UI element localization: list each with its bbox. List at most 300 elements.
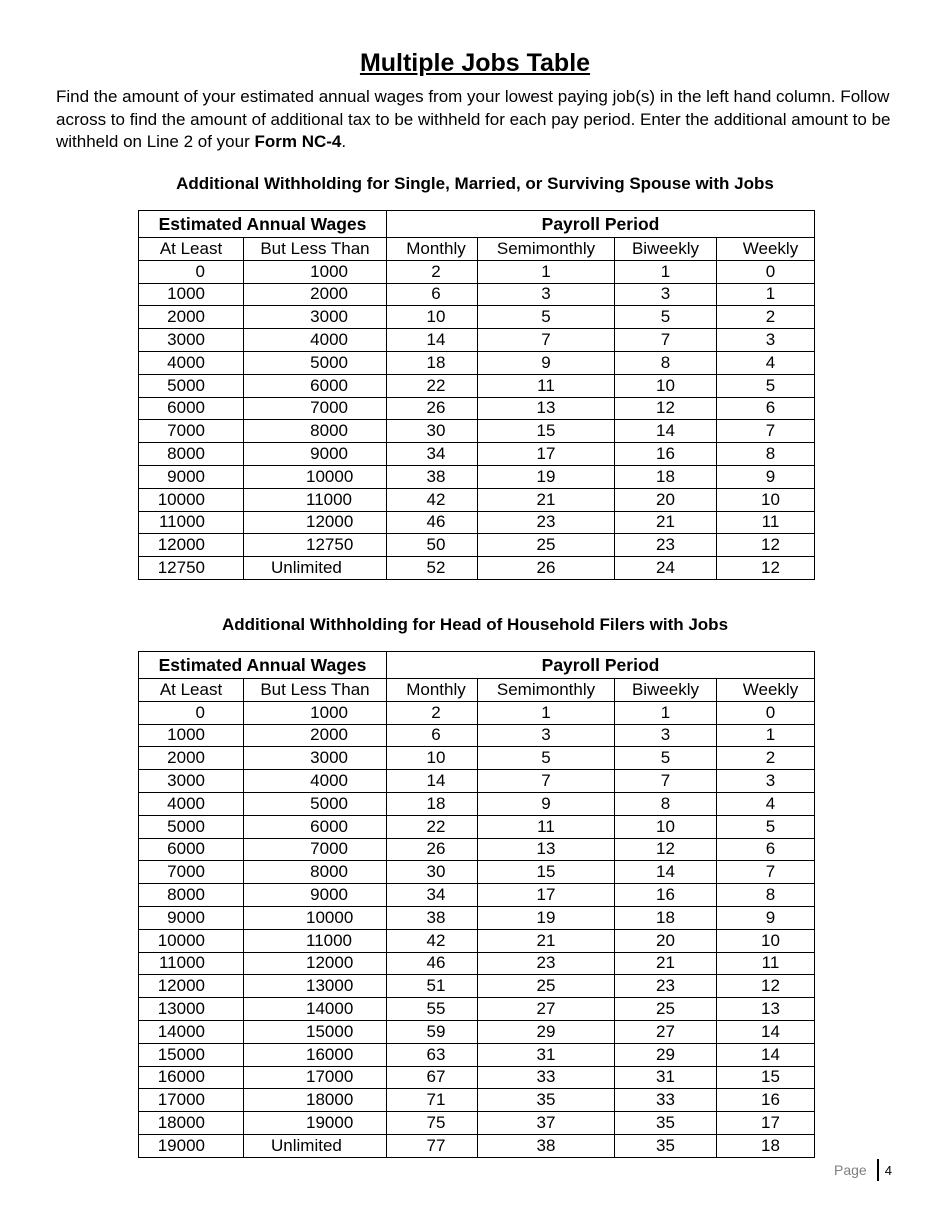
at-least-cell [139, 747, 244, 770]
table1-body [139, 260, 815, 579]
table-row [139, 1020, 815, 1043]
at-least-cell-value: 8000 [167, 885, 205, 905]
at-least-cell-value: 8000 [167, 444, 205, 464]
monthly-cell: 18 [387, 792, 478, 815]
at-least-cell-value: 2000 [167, 307, 205, 327]
but-less-than-cell [244, 861, 387, 884]
monthly-cell: 6 [387, 724, 478, 747]
biweekly-cell: 20 [615, 488, 717, 511]
biweekly-cell: 10 [615, 374, 717, 397]
at-least-cell [139, 929, 244, 952]
column-header: But Less Than [244, 679, 387, 702]
weekly-cell: 2 [717, 306, 815, 329]
monthly-cell: 34 [387, 884, 478, 907]
at-least-cell [139, 906, 244, 929]
biweekly-cell: 14 [615, 420, 717, 443]
weekly-cell: 5 [717, 815, 815, 838]
biweekly-cell: 16 [615, 884, 717, 907]
but-less-than-cell [244, 511, 387, 534]
column-header: At Least [139, 679, 244, 702]
semimonthly-cell: 5 [478, 747, 615, 770]
monthly-cell: 26 [387, 838, 478, 861]
but-less-than-cell [244, 557, 387, 580]
but-less-than-cell-value: 2000 [310, 725, 348, 745]
biweekly-cell: 31 [615, 1066, 717, 1089]
monthly-cell: 55 [387, 998, 478, 1021]
monthly-cell: 6 [387, 283, 478, 306]
weekly-cell: 8 [717, 884, 815, 907]
page-title: Multiple Jobs Table [359, 49, 591, 77]
but-less-than-cell-value: 11000 [306, 489, 353, 509]
semimonthly-cell: 25 [478, 534, 615, 557]
semimonthly-cell: 15 [478, 420, 615, 443]
biweekly-cell: 21 [615, 511, 717, 534]
monthly-cell: 42 [387, 488, 478, 511]
monthly-cell: 59 [387, 1020, 478, 1043]
weekly-cell: 14 [717, 1020, 815, 1043]
but-less-than-cell [244, 1134, 387, 1157]
table2-caption: Additional Withholding for Head of Household Filers with Jobs [221, 615, 729, 634]
biweekly-cell: 14 [615, 861, 717, 884]
biweekly-cell: 1 [615, 260, 717, 283]
at-least-cell [139, 1043, 244, 1066]
semimonthly-cell: 19 [478, 906, 615, 929]
but-less-than-cell [244, 701, 387, 724]
biweekly-cell: 23 [615, 534, 717, 557]
at-least-cell-value: 1000 [167, 725, 205, 745]
but-less-than-cell [244, 906, 387, 929]
but-less-than-cell [244, 815, 387, 838]
biweekly-cell: 24 [615, 557, 717, 580]
table-row [139, 792, 815, 815]
weekly-cell: 15 [717, 1066, 815, 1089]
but-less-than-cell-value: 8000 [310, 862, 348, 882]
table1-caption: Additional Withholding for Single, Married, or Surviving Spouse with Jobs [176, 174, 774, 193]
monthly-cell: 50 [387, 534, 478, 557]
but-less-than-cell-value: 14000 [306, 999, 354, 1019]
table-row [139, 701, 815, 724]
weekly-cell: 18 [717, 1134, 815, 1157]
form-reference: Form NC-4 [254, 132, 342, 151]
but-less-than-cell-value: 9000 [310, 444, 348, 464]
weekly-cell: 12 [717, 534, 815, 557]
monthly-cell: 2 [387, 260, 478, 283]
at-least-cell [139, 792, 244, 815]
at-least-cell [139, 861, 244, 884]
semimonthly-cell: 11 [478, 815, 615, 838]
table-row [139, 770, 815, 793]
at-least-cell-value: 14000 [157, 1021, 205, 1041]
semimonthly-cell: 33 [478, 1066, 615, 1089]
but-less-than-cell-value: 6000 [310, 816, 348, 836]
estimated-wages-header: Estimated Annual Wages [139, 211, 387, 238]
semimonthly-cell: 15 [478, 861, 615, 884]
payroll-period-header: Payroll Period [387, 652, 815, 679]
semimonthly-cell: 23 [478, 952, 615, 975]
weekly-cell: 6 [717, 838, 815, 861]
at-least-cell-value: 9000 [167, 907, 205, 927]
at-least-cell [139, 557, 244, 580]
but-less-than-cell-value: 13000 [306, 976, 354, 996]
monthly-cell: 14 [387, 770, 478, 793]
table-row [139, 329, 815, 352]
weekly-cell: 12 [717, 557, 815, 580]
table-row [139, 420, 815, 443]
monthly-cell: 10 [387, 747, 478, 770]
at-least-cell [139, 374, 244, 397]
table-row [139, 488, 815, 511]
weekly-cell: 6 [717, 397, 815, 420]
semimonthly-cell: 7 [478, 329, 615, 352]
biweekly-cell: 35 [615, 1112, 717, 1135]
biweekly-cell: 18 [615, 465, 717, 488]
at-least-cell-value: 5000 [167, 816, 205, 836]
table-row [139, 1112, 815, 1135]
table-row [139, 306, 815, 329]
at-least-cell [139, 952, 244, 975]
but-less-than-cell-value: 8000 [310, 421, 348, 441]
column-header: Semimonthly [478, 238, 615, 261]
biweekly-cell: 16 [615, 443, 717, 466]
monthly-cell: 52 [387, 557, 478, 580]
weekly-cell: 4 [717, 792, 815, 815]
monthly-cell: 75 [387, 1112, 478, 1135]
but-less-than-cell [244, 443, 387, 466]
weekly-cell: 0 [717, 701, 815, 724]
monthly-cell: 22 [387, 374, 478, 397]
head-of-household-withholding-table [138, 651, 815, 1158]
at-least-cell [139, 1134, 244, 1157]
biweekly-cell: 8 [615, 351, 717, 374]
semimonthly-cell: 7 [478, 770, 615, 793]
single-married-withholding-table [138, 210, 815, 580]
biweekly-cell: 8 [615, 792, 717, 815]
at-least-cell [139, 815, 244, 838]
at-least-cell [139, 724, 244, 747]
weekly-cell: 11 [717, 511, 815, 534]
weekly-cell: 17 [717, 1112, 815, 1135]
at-least-cell-value: 19000 [157, 1135, 205, 1155]
semimonthly-cell: 35 [478, 1089, 615, 1112]
monthly-cell: 42 [387, 929, 478, 952]
weekly-cell: 4 [717, 351, 815, 374]
weekly-cell: 10 [717, 488, 815, 511]
instructions-paragraph [56, 86, 906, 154]
but-less-than-cell-value: 9000 [310, 885, 348, 905]
weekly-cell: 9 [717, 465, 815, 488]
monthly-cell: 2 [387, 701, 478, 724]
weekly-cell: 1 [717, 724, 815, 747]
table-row [139, 397, 815, 420]
biweekly-cell: 3 [615, 724, 717, 747]
at-least-cell-value: 12750 [157, 558, 205, 578]
table-row [139, 557, 815, 580]
but-less-than-cell-value: 1000 [310, 702, 348, 722]
weekly-cell: 12 [717, 975, 815, 998]
but-less-than-cell-value: 16000 [306, 1044, 354, 1064]
at-least-cell [139, 351, 244, 374]
at-least-cell [139, 770, 244, 793]
biweekly-cell: 1 [615, 701, 717, 724]
at-least-cell-value: 5000 [167, 375, 205, 395]
column-header: Weekly [717, 679, 815, 702]
but-less-than-cell-value: 17000 [306, 1067, 354, 1087]
table-row [139, 283, 815, 306]
table-row [139, 998, 815, 1021]
at-least-cell [139, 283, 244, 306]
column-header: Monthly [387, 679, 478, 702]
but-less-than-cell [244, 929, 387, 952]
column-header: Biweekly [615, 238, 717, 261]
table-row [139, 1043, 815, 1066]
at-least-cell-value: 11000 [158, 512, 205, 532]
but-less-than-cell-value: 18000 [306, 1090, 354, 1110]
semimonthly-cell: 11 [478, 374, 615, 397]
weekly-cell: 3 [717, 770, 815, 793]
table-row [139, 511, 815, 534]
semimonthly-cell: 13 [478, 838, 615, 861]
but-less-than-cell-value: 11000 [306, 930, 353, 950]
table-row [139, 929, 815, 952]
at-least-cell-value: 12000 [157, 535, 205, 555]
at-least-cell-value: 15000 [157, 1044, 205, 1064]
at-least-cell [139, 884, 244, 907]
at-least-cell-value: 16000 [157, 1067, 205, 1087]
but-less-than-cell-value: 5000 [310, 352, 348, 372]
weekly-cell: 7 [717, 420, 815, 443]
table-row [139, 724, 815, 747]
semimonthly-cell: 1 [478, 701, 615, 724]
but-less-than-cell-value: 12750 [306, 535, 354, 555]
but-less-than-cell [244, 306, 387, 329]
but-less-than-cell [244, 1112, 387, 1135]
weekly-cell: 11 [717, 952, 815, 975]
at-least-cell-value: 11000 [158, 953, 205, 973]
column-header: Weekly [717, 238, 815, 261]
at-least-cell [139, 329, 244, 352]
page-number: 4 [884, 1162, 892, 1178]
instructions-text: Find the amount of your estimated annual wages from your lowest paying job(s) in the left hand column. Follow across to find the amount of additional tax to be withheld for each pay period. Enter the additional amount to be withheld on Line 2 of your [56, 87, 891, 151]
semimonthly-cell: 1 [478, 260, 615, 283]
biweekly-cell: 29 [615, 1043, 717, 1066]
at-least-cell [139, 1112, 244, 1135]
but-less-than-cell [244, 420, 387, 443]
at-least-cell [139, 1089, 244, 1112]
at-least-cell [139, 397, 244, 420]
footer-divider [877, 1159, 879, 1181]
semimonthly-cell: 37 [478, 1112, 615, 1135]
at-least-cell-value: 4000 [167, 352, 205, 372]
at-least-cell [139, 306, 244, 329]
semimonthly-cell: 23 [478, 511, 615, 534]
at-least-cell [139, 1020, 244, 1043]
column-header: Monthly [387, 238, 478, 261]
biweekly-cell: 21 [615, 952, 717, 975]
but-less-than-cell-value: 10000 [306, 466, 354, 486]
at-least-cell-value: 4000 [167, 793, 205, 813]
but-less-than-cell [244, 465, 387, 488]
but-less-than-cell [244, 724, 387, 747]
biweekly-cell: 7 [615, 770, 717, 793]
but-less-than-cell [244, 838, 387, 861]
at-least-cell [139, 975, 244, 998]
but-less-than-cell [244, 1089, 387, 1112]
weekly-cell: 7 [717, 861, 815, 884]
at-least-cell-value: 6000 [167, 839, 205, 859]
but-less-than-cell-value: 4000 [310, 330, 348, 350]
semimonthly-cell: 17 [478, 884, 615, 907]
at-least-cell-value: 2000 [167, 748, 205, 768]
but-less-than-cell [244, 1020, 387, 1043]
table2-body [139, 701, 815, 1157]
semimonthly-cell: 19 [478, 465, 615, 488]
but-less-than-cell [244, 792, 387, 815]
weekly-cell: 3 [717, 329, 815, 352]
at-least-cell [139, 511, 244, 534]
monthly-cell: 71 [387, 1089, 478, 1112]
monthly-cell: 30 [387, 420, 478, 443]
table-row [139, 351, 815, 374]
at-least-cell [139, 260, 244, 283]
monthly-cell: 22 [387, 815, 478, 838]
but-less-than-cell-value: 12000 [306, 953, 354, 973]
semimonthly-cell: 21 [478, 929, 615, 952]
at-least-cell-value: 10000 [157, 489, 205, 509]
table-row [139, 975, 815, 998]
table-row [139, 884, 815, 907]
weekly-cell: 5 [717, 374, 815, 397]
biweekly-cell: 5 [615, 306, 717, 329]
weekly-cell: 1 [717, 283, 815, 306]
but-less-than-cell [244, 1043, 387, 1066]
at-least-cell-value: 10000 [157, 930, 205, 950]
but-less-than-cell-value: Unlimited [271, 1135, 342, 1155]
biweekly-cell: 33 [615, 1089, 717, 1112]
at-least-cell-value: 0 [195, 702, 205, 722]
at-least-cell-value: 7000 [167, 862, 205, 882]
table-row [139, 1066, 815, 1089]
semimonthly-cell: 38 [478, 1134, 615, 1157]
but-less-than-cell [244, 770, 387, 793]
semimonthly-cell: 31 [478, 1043, 615, 1066]
but-less-than-cell-value: 7000 [310, 839, 348, 859]
but-less-than-cell-value: 10000 [306, 907, 354, 927]
weekly-cell: 16 [717, 1089, 815, 1112]
at-least-cell [139, 1066, 244, 1089]
table-row [139, 1134, 815, 1157]
semimonthly-cell: 9 [478, 351, 615, 374]
at-least-cell-value: 13000 [157, 999, 205, 1019]
monthly-cell: 34 [387, 443, 478, 466]
monthly-cell: 30 [387, 861, 478, 884]
weekly-cell: 9 [717, 906, 815, 929]
biweekly-cell: 18 [615, 906, 717, 929]
biweekly-cell: 35 [615, 1134, 717, 1157]
at-least-cell-value: 9000 [167, 466, 205, 486]
semimonthly-cell: 3 [478, 724, 615, 747]
table-row [139, 906, 815, 929]
page-footer [834, 1159, 892, 1181]
monthly-cell: 18 [387, 351, 478, 374]
at-least-cell-value: 1000 [167, 284, 205, 304]
at-least-cell [139, 998, 244, 1021]
table-row [139, 465, 815, 488]
table-row [139, 838, 815, 861]
column-header: But Less Than [244, 238, 387, 261]
semimonthly-cell: 29 [478, 1020, 615, 1043]
monthly-cell: 10 [387, 306, 478, 329]
page-label: Page [834, 1162, 867, 1178]
but-less-than-cell-value: 4000 [310, 771, 348, 791]
semimonthly-cell: 9 [478, 792, 615, 815]
weekly-cell: 2 [717, 747, 815, 770]
biweekly-cell: 12 [615, 838, 717, 861]
table-row [139, 374, 815, 397]
at-least-cell-value: 7000 [167, 421, 205, 441]
at-least-cell [139, 443, 244, 466]
weekly-cell: 14 [717, 1043, 815, 1066]
biweekly-cell: 23 [615, 975, 717, 998]
but-less-than-cell [244, 329, 387, 352]
weekly-cell: 0 [717, 260, 815, 283]
but-less-than-cell-value: 1000 [310, 261, 348, 281]
semimonthly-cell: 21 [478, 488, 615, 511]
semimonthly-cell: 17 [478, 443, 615, 466]
biweekly-cell: 25 [615, 998, 717, 1021]
at-least-cell-value: 6000 [167, 398, 205, 418]
instructions-end: . [341, 132, 347, 151]
table-row [139, 443, 815, 466]
but-less-than-cell-value: 5000 [310, 793, 348, 813]
weekly-cell: 8 [717, 443, 815, 466]
at-least-cell [139, 838, 244, 861]
but-less-than-cell-value: 19000 [306, 1113, 354, 1133]
monthly-cell: 38 [387, 906, 478, 929]
biweekly-cell: 27 [615, 1020, 717, 1043]
monthly-cell: 46 [387, 952, 478, 975]
semimonthly-cell: 26 [478, 557, 615, 580]
at-least-cell [139, 534, 244, 557]
monthly-cell: 63 [387, 1043, 478, 1066]
but-less-than-cell [244, 952, 387, 975]
table-row [139, 747, 815, 770]
at-least-cell-value: 3000 [167, 330, 205, 350]
at-least-cell-value: 18000 [157, 1113, 205, 1133]
but-less-than-cell [244, 534, 387, 557]
monthly-cell: 38 [387, 465, 478, 488]
table-row [139, 534, 815, 557]
but-less-than-cell [244, 975, 387, 998]
but-less-than-cell [244, 488, 387, 511]
but-less-than-cell-value: 7000 [310, 398, 348, 418]
but-less-than-cell-value: 6000 [310, 375, 348, 395]
column-header: Biweekly [615, 679, 717, 702]
monthly-cell: 14 [387, 329, 478, 352]
column-header: At Least [139, 238, 244, 261]
table-row [139, 815, 815, 838]
monthly-cell: 67 [387, 1066, 478, 1089]
but-less-than-cell [244, 351, 387, 374]
monthly-cell: 46 [387, 511, 478, 534]
semimonthly-cell: 25 [478, 975, 615, 998]
but-less-than-cell-value: 2000 [310, 284, 348, 304]
biweekly-cell: 20 [615, 929, 717, 952]
monthly-cell: 51 [387, 975, 478, 998]
but-less-than-cell [244, 747, 387, 770]
at-least-cell-value: 17000 [157, 1090, 205, 1110]
at-least-cell-value: 0 [195, 261, 205, 281]
but-less-than-cell [244, 397, 387, 420]
